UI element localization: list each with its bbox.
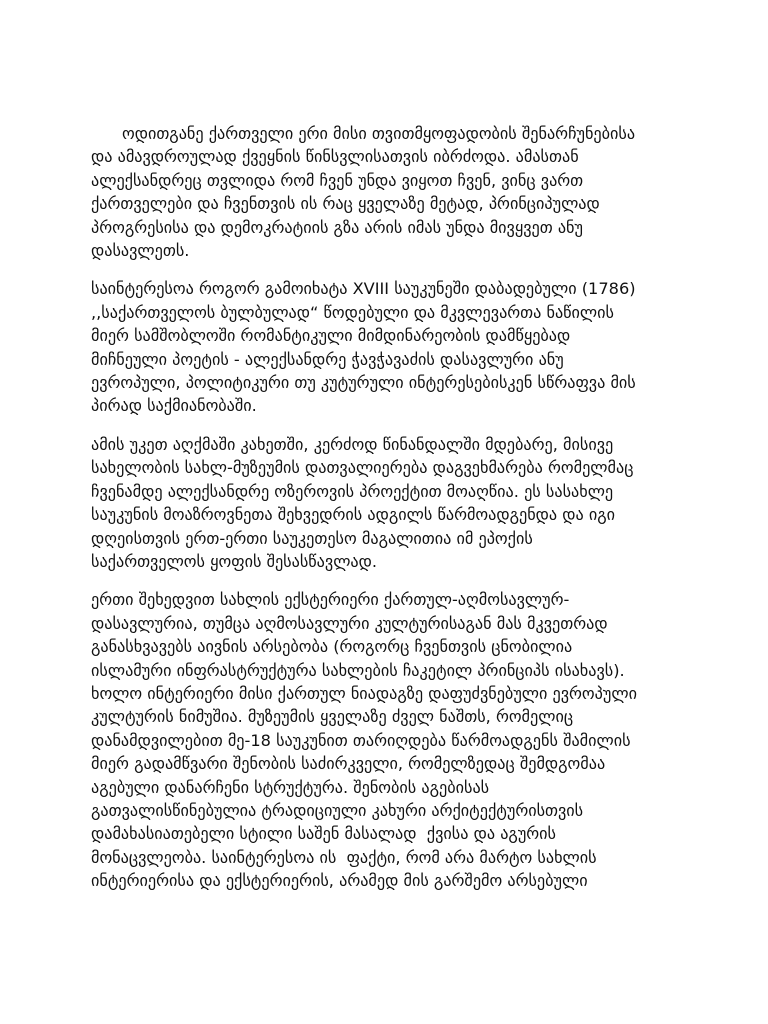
text-line: განასხვავებს აივნის არსებობა (როგორც ჩვენთვის ცნობილია xyxy=(91,637,573,657)
text-line: პროგრესისა და დემოკრატიის გზა არის იმას უნდა მივყვეთ ანუ xyxy=(91,217,583,237)
text-line: ,,საქართველოს ბულბულად“ წოდებული და მკვლევართა ნაწილის xyxy=(91,302,614,322)
text-line: დღეისთვის ერთ-ერთი საუკეთესო მაგალითია იმ ეპოქის xyxy=(91,528,533,548)
text-line: პირად საქმიანობაში. xyxy=(91,396,257,416)
text-line: ინტერიერისა და ექსტერიერის, არამედ მის გარშემო არსებული xyxy=(91,871,588,891)
text-line: აგებული დანარჩენი სტრუქტურა. შენობის აგებისას xyxy=(91,777,490,797)
text-line: სახელობის სახლ-მუზეუმის დათვალიერება დაგვეხმარება რომელმაც xyxy=(91,458,634,478)
paragraph-4 xyxy=(91,588,691,892)
text-line: დამახასიათებელი სტილი საშენ მასალად ქვისა და აგურის xyxy=(91,824,557,844)
text-line: მიერ სამშობლოში რომანტიკული მიმდინარეობის დამწყებად xyxy=(91,326,571,346)
text-line: დასავლეთს. xyxy=(91,241,190,261)
text-line: მიჩნეული პოეტის - ალექსანდრე ჭავჭავაძის დასავლური ანუ xyxy=(91,349,564,369)
text-line: მიერ გადამწვარი შენობის საძირკველი, რომელზედაც შემდგომაა xyxy=(91,754,606,774)
text-line: ამის უკეთ აღქმაში კახეთში, კერძოდ წინანდალში მდებარე, მისივე xyxy=(91,434,614,454)
text-line: ხოლო ინტერიერი მისი ქართულ ნიადაგზე დაფუძვნებული ევროპული xyxy=(91,683,637,703)
text-line: ერთი შეხედვით სახლის ექსტერიერი ქართულ-აღმოსავლურ- xyxy=(91,590,570,610)
text-line: საინტერესოა როგორ გამოიხატა XVIII საუკუნეში დაბადებული (1786) xyxy=(91,279,636,299)
text-line: და ამავდროულად ქვეყნის წინსვლისათვის იბრძოდა. ამასთან xyxy=(91,147,579,167)
text-line: საუკუნის მოაზროვნეთა შეხვედრის ადგილს წარმოადგენდა და იგი xyxy=(91,505,616,525)
text-line: დასავლურია, თუმცა აღმოსავლური კულტურისაგან მას მკვეთრად xyxy=(91,613,608,633)
document-body xyxy=(91,122,691,908)
text-line: კულტურის ნიმუშია. მუზეუმის ყველაზე ძველ ნაშთს, რომელიც xyxy=(91,707,574,727)
text-line: ევროპული, პოლიტიკური თუ კუტურული ინტერესებისკენ სწრაფვა მის xyxy=(91,373,636,393)
text-line: ჩვენამდე ალექსანდრე ოზეროვის პროექტით მოაღწია. ეს სასახლე xyxy=(91,481,614,501)
text-line: გათვალისწინებულია ტრადიციული კახური არქიტექტურისთვის xyxy=(91,800,584,820)
paragraph-3 xyxy=(91,433,691,573)
text-line: მონაცვლეობა. საინტერესოა ის ფაქტი, რომ არა მარტო სახლის xyxy=(91,847,597,867)
text-line: საქართველოს ყოფის შესასწავლად. xyxy=(91,551,378,571)
text-line: ალექსანდრეც თვლიდა რომ ჩვენ უნდა ვიყოთ ჩვენ, ვინც ვართ xyxy=(91,170,584,190)
text-line: ოდითგანე ქართველი ერი მისი თვითმყოფადობის შენარჩუნებისა xyxy=(122,124,636,143)
paragraph-1 xyxy=(91,122,691,262)
text-line: ისლამური ინფრასტრუქტურა სახლების ჩაკეტილ პრინციპს ისახავს). xyxy=(91,660,625,680)
paragraph-2 xyxy=(91,277,691,417)
text-line: დანამდვილებით მე-18 საუკუნით თარიღდება წარმოადგენს შამილის xyxy=(91,730,631,750)
text-line: ქართველები და ჩვენთვის ის რაც ყველაზე მეტად, პრინციპულად xyxy=(91,194,600,214)
